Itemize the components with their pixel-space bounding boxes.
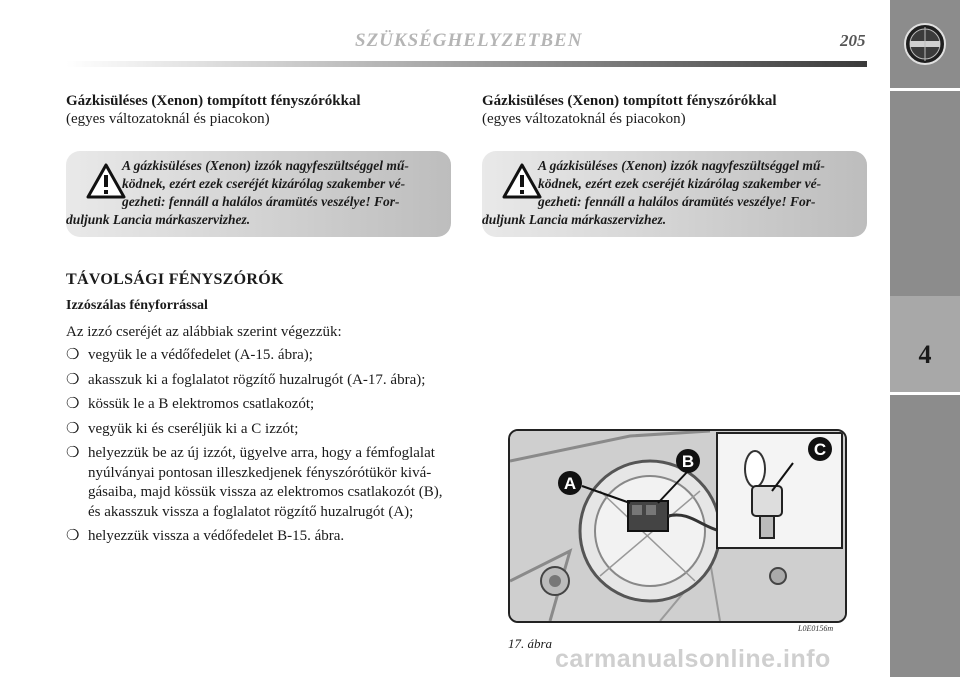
step-text: vegyük le a védőfedelet (A-15. ábra); (88, 347, 313, 363)
left-section-heading (66, 92, 361, 128)
step-text: helyezzük be az új izzót, ügyelve arra, hogy a fémfoglalat nyúlványai pontosan illeszkedjenek fényszórótükör kivágásaiba, majd kössük vissza az elektromos csatlakozót (B), és akasszuk vissza a foglalatot rögzítő huzalrugót (A); (88, 445, 443, 520)
warning-line: ködnek, ezért ezek cseréjét kizárólag szakember vé- (122, 176, 406, 191)
list-item (66, 527, 456, 547)
headlight-illustration (508, 429, 847, 623)
warning-line: duljunk Lancia márkaszervizhez. (66, 212, 251, 227)
right-heading-subtitle: (egyes változatoknál és piacokon) (482, 111, 686, 127)
chapter-number: 4 (918, 340, 932, 369)
step-text: helyezzük vissza a védőfedelet B-15. ábra. (88, 528, 345, 544)
step-text: vegyük ki és cseréljük ki a C izzót; (88, 420, 299, 437)
warning-line: gezheti: fennáll a halálos áramütés veszélye! For- (538, 194, 816, 209)
label-b: B (681, 452, 695, 471)
watermark: carmanualsonline.info (555, 645, 831, 673)
step-text: kössük le a B elektromos csatlakozót; (88, 396, 315, 412)
right-section-heading (482, 92, 777, 128)
header-rule (66, 61, 867, 67)
section-title: TÁVOLSÁGI FÉNYSZÓRÓK (66, 271, 284, 288)
label-a: A (563, 474, 577, 493)
headlight-diagram (510, 431, 845, 621)
step-text: akasszuk ki a foglalatot rögzítő huzalrugót (A-17. ábra); (88, 371, 426, 388)
sidebar-divider (890, 88, 960, 91)
warning-line: ködnek, ezért ezek cseréjét kizárólag szakember vé- (538, 176, 822, 191)
warning-line: A gázkisüléses (Xenon) izzók nagyfeszültséggel mű- (122, 158, 409, 173)
left-heading-subtitle: (egyes változatoknál és piacokon) (66, 111, 270, 127)
sidebar-divider (890, 392, 960, 395)
running-header-title: SZÜKSÉGHELYZETBEN (355, 30, 583, 51)
warning-line: duljunk Lancia márkaszervizhez. (482, 212, 667, 227)
right-warning-box (482, 151, 867, 237)
list-item (66, 395, 456, 415)
figure-caption: 17. ábra (508, 636, 553, 651)
label-c: C (813, 440, 827, 459)
warning-line: gezheti: fennáll a halálos áramütés veszélye! For- (122, 194, 400, 209)
list-item (66, 444, 456, 522)
figure-code: L0E0156m (798, 624, 834, 633)
warning-line: A gázkisüléses (Xenon) izzók nagyfeszültséggel mű- (538, 158, 825, 173)
procedure-intro: Az izzó cseréjét az alábbiak szerint végezzük: (66, 324, 342, 340)
lancia-logo-icon (903, 22, 947, 66)
list-item (66, 371, 456, 391)
right-warning-text (482, 157, 854, 229)
right-heading-title: Gázkisüléses (Xenon) tompított fényszórókkal (482, 93, 777, 109)
bullet-icon: ❍ (66, 396, 80, 412)
page-number: 205 (840, 31, 866, 50)
bullet-icon: ❍ (66, 420, 80, 437)
list-item (66, 420, 456, 440)
bullet-icon: ❍ (66, 371, 80, 388)
bullet-icon: ❍ (66, 347, 80, 363)
bullet-icon: ❍ (66, 528, 80, 544)
left-heading-title: Gázkisüléses (Xenon) tompított fényszórókkal (66, 93, 361, 109)
bullet-icon: ❍ (66, 445, 80, 461)
left-warning-box (66, 151, 451, 237)
subsection-title: Izzószálas fényforrással (66, 298, 208, 313)
procedure-steps (66, 346, 456, 552)
left-warning-text (66, 157, 438, 229)
list-item (66, 346, 456, 366)
